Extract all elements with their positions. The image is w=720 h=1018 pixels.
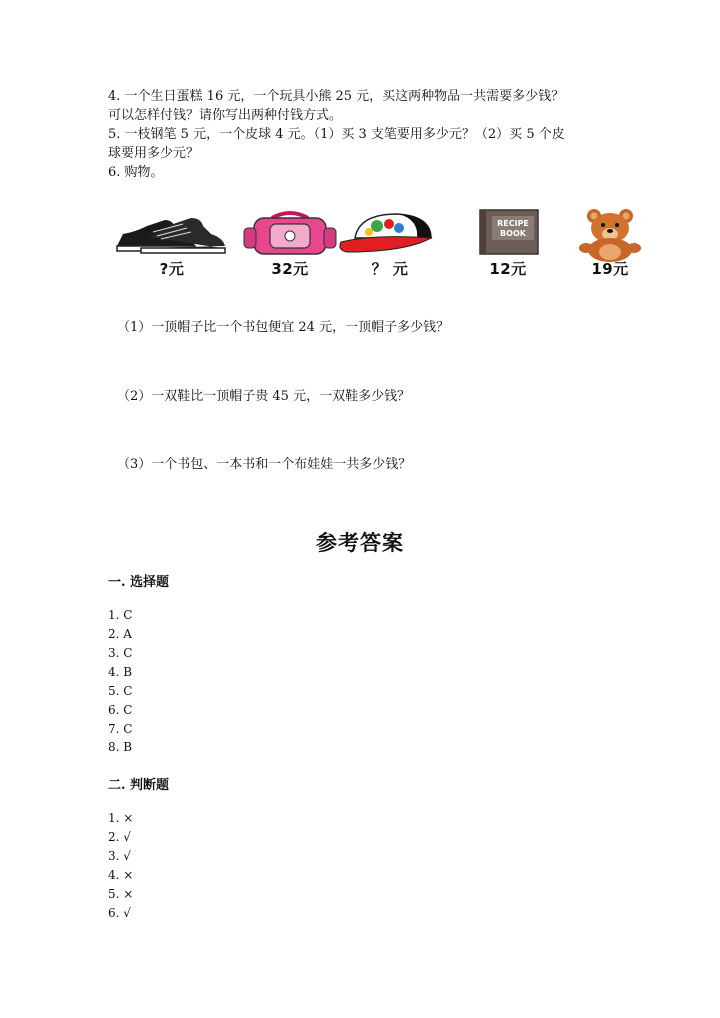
answer-choice-4: 4. B <box>108 665 133 679</box>
section-heading-choice: 一. 选择题 <box>108 575 170 590</box>
recipe-book-icon <box>458 208 558 256</box>
answers-title: 参考答案 <box>316 530 404 555</box>
backpack-icon <box>240 208 340 256</box>
book-cover-line2: BOOK <box>500 229 526 238</box>
sneakers-icon <box>113 208 231 256</box>
answer-choice-1: 1. C <box>108 608 133 622</box>
sub-question-3: （3）一个书包、一本书和一个布娃娃一共多少钱？ <box>117 457 412 472</box>
answer-judgment-3: 3. √ <box>108 849 131 863</box>
section-heading-judgment: 二. 判断题 <box>108 778 170 793</box>
sub-question-2: （2）一双鞋比一顶帽子贵 45 元，一双鞋多少钱？ <box>117 389 411 404</box>
answer-choice-7: 7. C <box>108 722 133 736</box>
cap-icon <box>335 208 445 256</box>
price-doll: 19元 <box>591 260 629 278</box>
question-4-line-1: 4. 一个生日蛋糕 16 元，一个玩具小熊 25 元，买这两种物品一共需要多少钱？ <box>108 89 565 104</box>
question-6-title: 6. 购物。 <box>108 165 164 180</box>
answer-judgment-6: 6. √ <box>108 906 131 920</box>
answer-judgment-5: 5. × <box>108 887 134 901</box>
question-5-line-1: 5. 一枝钢笔 5 元，一个皮球 4 元。（1）买 3 支笔要用多少元？（2）买 5 个皮 <box>108 127 565 142</box>
shopping-item-doll <box>550 208 670 279</box>
answer-choice-2: 2. A <box>108 627 132 641</box>
book-cover-line1: RECIPE <box>497 219 529 228</box>
answer-choice-8: 8. B <box>108 740 133 754</box>
answer-judgment-1: 1. × <box>108 811 134 825</box>
answer-choice-6: 6. C <box>108 703 133 717</box>
price-hat: ？ 元 <box>371 260 409 278</box>
shopping-item-shoes <box>112 208 232 279</box>
answer-choice-3: 3. C <box>108 646 133 660</box>
answer-choice-5: 5. C <box>108 684 133 698</box>
sub-question-1: （1）一顶帽子比一个书包便宜 24 元，一顶帽子多少钱？ <box>117 320 450 335</box>
price-bag: 32元 <box>271 260 309 278</box>
question-5-line-2: 球要用多少元？ <box>108 146 200 161</box>
shopping-item-hat <box>330 208 450 279</box>
price-book: 12元 <box>489 260 527 278</box>
question-4-line-2: 可以怎样付钱？请你写出两种付钱方式。 <box>108 108 343 123</box>
answer-judgment-4: 4. × <box>108 868 134 882</box>
teddy-bear-icon <box>560 208 660 262</box>
answer-judgment-2: 2. √ <box>108 830 131 844</box>
price-shoes: ?元 <box>159 260 185 278</box>
